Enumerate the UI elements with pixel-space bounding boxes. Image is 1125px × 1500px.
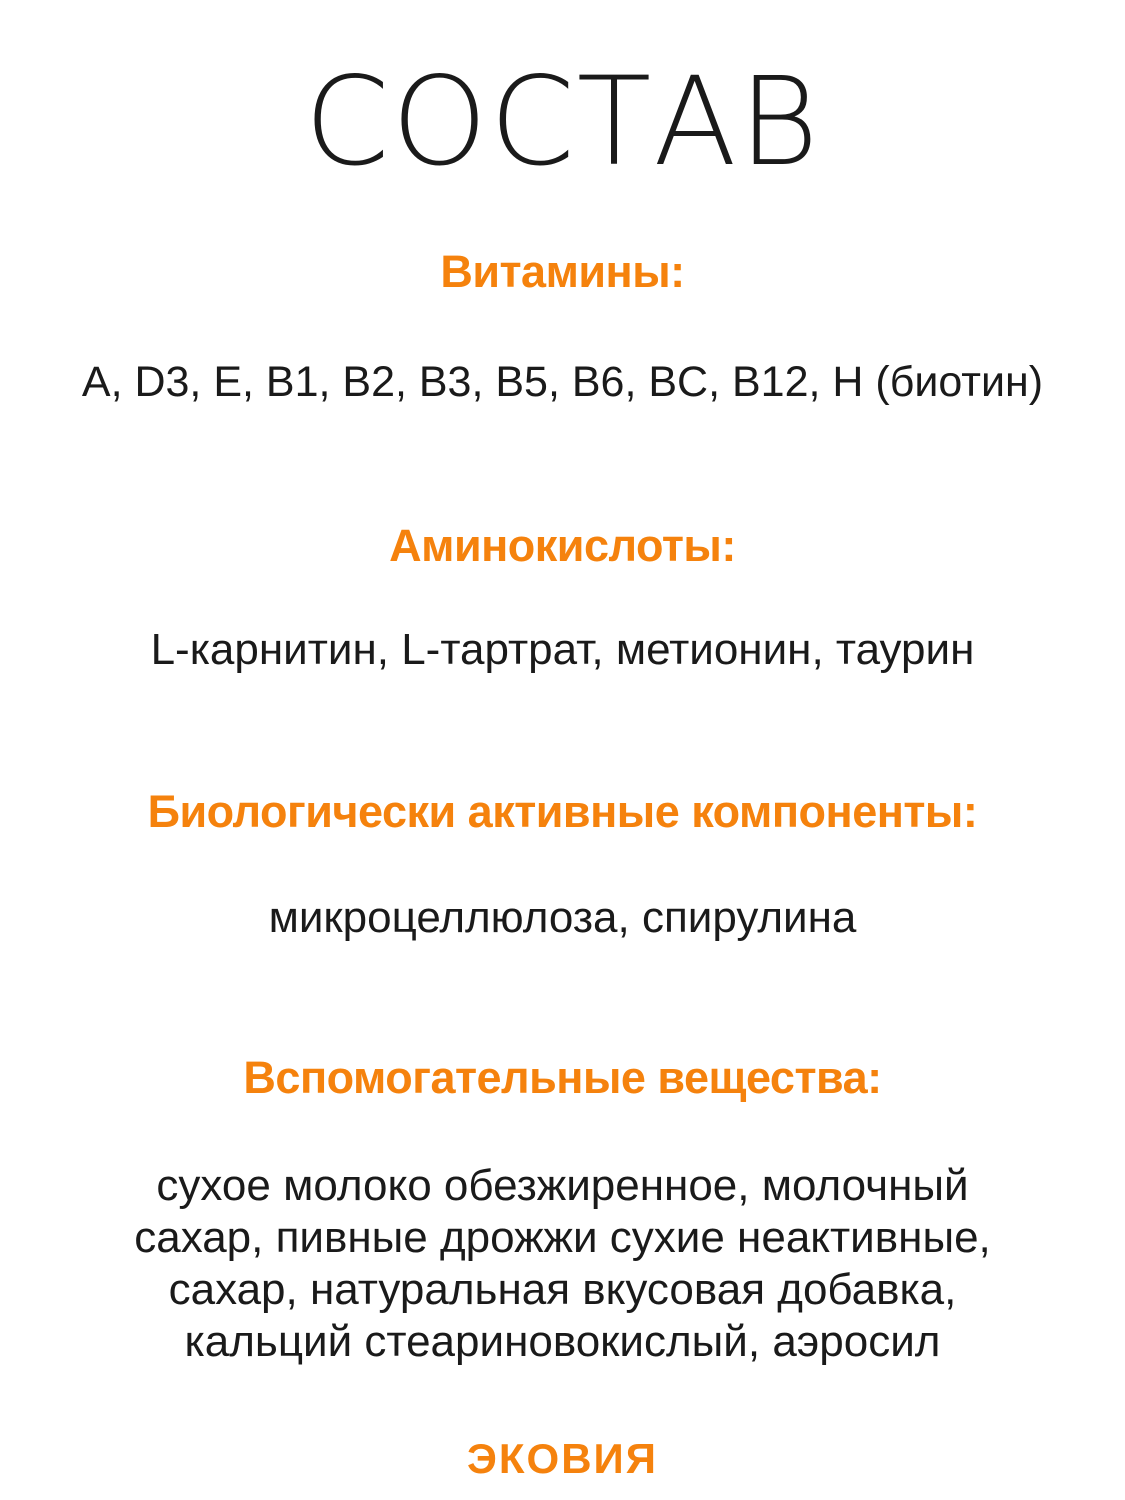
auxiliary-substances-line: сухое молоко обезжиренное, молочный	[156, 1161, 969, 1210]
auxiliary-substances-heading: Вспомогательные вещества:	[243, 1052, 882, 1103]
bioactive-components-heading: Биологически активные компоненты:	[147, 786, 978, 837]
auxiliary-substances-line: сахар, натуральная вкусовая добавка,	[168, 1265, 957, 1314]
amino-acids-heading: Аминокислоты:	[389, 520, 736, 571]
auxiliary-substances-line: сахар, пивные дрожжи сухие неактивные,	[134, 1213, 991, 1262]
auxiliary-substances-list	[0, 1160, 1125, 1368]
vitamins-list: A, D3, E, B1, B2, B3, B5, B6, BC, B12, H (биотин)	[81, 358, 1044, 406]
amino-acids-list: L-карнитин, L-тартрат, метионин, таурин	[150, 625, 975, 674]
page-title: СОСТАВ	[304, 51, 821, 193]
vitamins-heading: Витамины:	[440, 246, 685, 297]
bioactive-components-list: микроцеллюлоза, спирулина	[268, 893, 857, 942]
brand-logo: ЭКОВИЯ	[467, 1435, 658, 1482]
auxiliary-substances-line: кальций стеариновокислый, аэросил	[184, 1317, 941, 1366]
